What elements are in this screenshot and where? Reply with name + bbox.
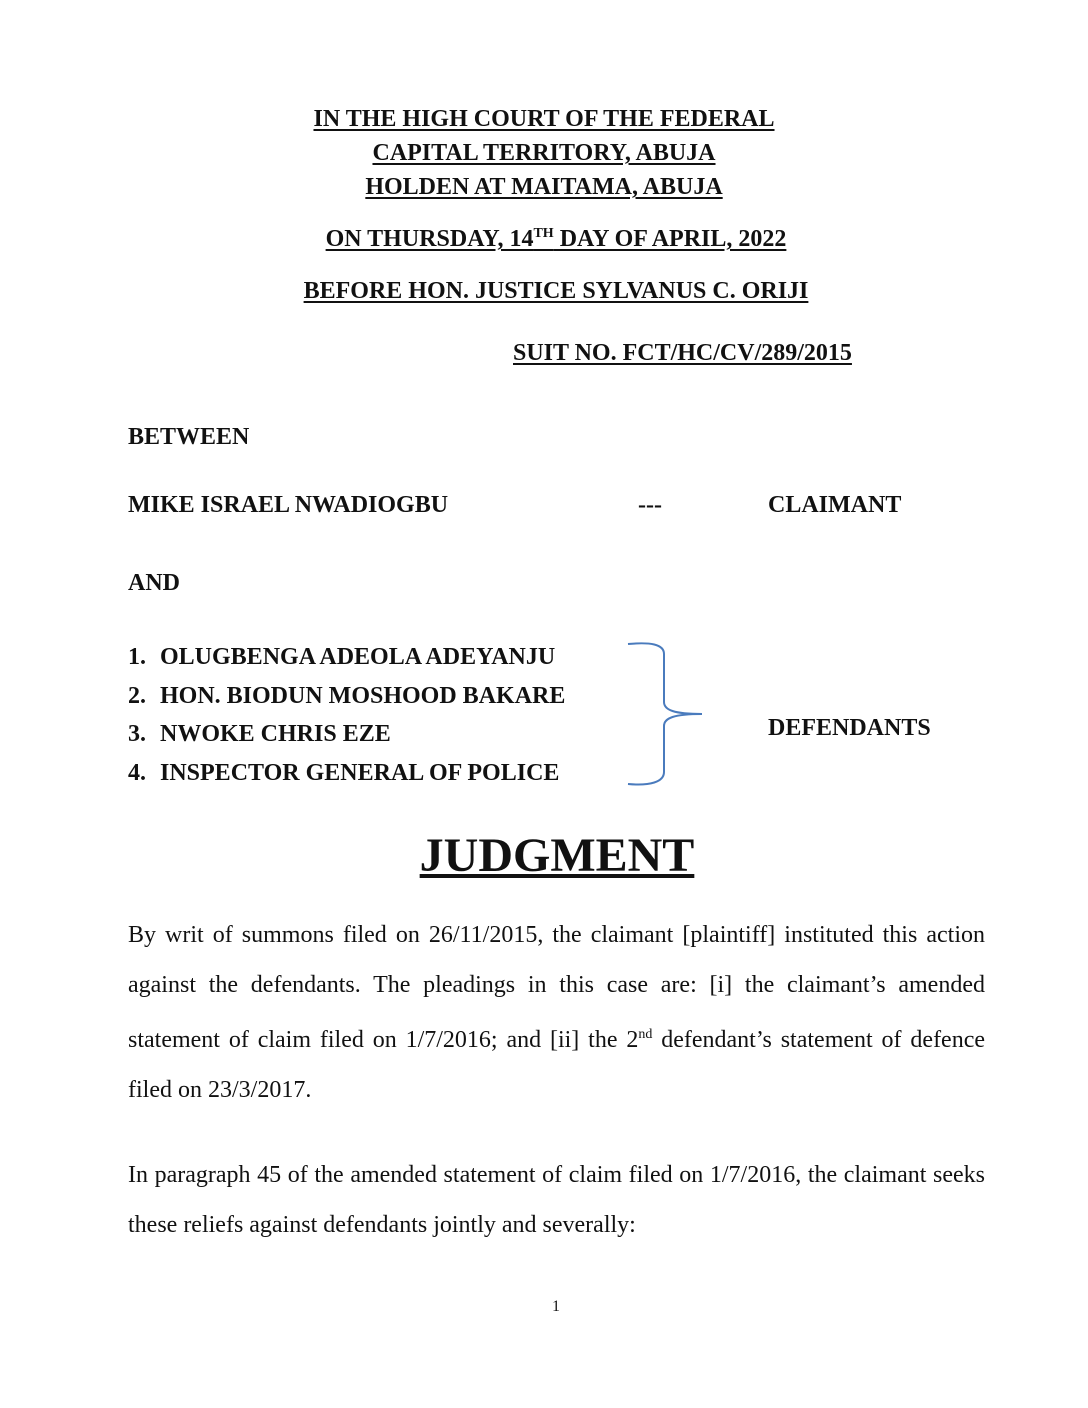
defendant-number: 4. — [128, 759, 146, 786]
judge-line — [0, 278, 1088, 305]
court-line-3: HOLDEN AT MAITAMA, ABUJA — [365, 174, 723, 200]
defendant-number: 2. — [128, 682, 146, 709]
list-item — [128, 715, 565, 754]
court-heading — [0, 102, 1088, 204]
list-item — [128, 677, 565, 716]
claimant-name: MIKE ISRAEL NWADIOGBU — [128, 492, 449, 518]
claimant-dash: --- — [638, 492, 662, 518]
between-label: BETWEEN — [128, 424, 250, 450]
court-line-2: CAPITAL TERRITORY, ABUJA — [372, 140, 716, 166]
curly-brace-icon — [622, 640, 712, 790]
and-label: AND — [128, 570, 180, 596]
suit-text: SUIT NO. FCT/HC/CV/289/2015 — [513, 340, 852, 366]
judgment-date — [0, 226, 1088, 253]
page-number: 1 — [552, 1298, 560, 1315]
date-prefix: ON THURSDAY, 14 — [325, 226, 534, 252]
paragraph-1-text-b: defendant’s statement of defence filed on 23/3/2017. — [128, 1027, 986, 1103]
defendant-number: 1. — [128, 644, 146, 670]
defendants-list — [128, 638, 565, 792]
paragraph-1 — [128, 910, 985, 1115]
defendant-name: OLUGBENGA ADEOLA ADEYANJU — [160, 644, 556, 670]
defendants-role: DEFENDANTS — [768, 715, 931, 741]
suit-number — [513, 340, 852, 367]
defendant-number: 3. — [128, 721, 146, 747]
date-sup: TH — [533, 226, 554, 241]
judge-text: BEFORE HON. JUSTICE SYLVANUS C. ORIJI — [303, 278, 809, 304]
date-suffix: DAY OF APRIL, 2022 — [553, 226, 787, 252]
list-item — [128, 754, 565, 793]
paragraph-2: In paragraph 45 of the amended statement of claim filed on 1/7/2016, the claimant seeks these reliefs against defendants jointly and severally: — [128, 1162, 985, 1238]
paragraph-1-sup: nd — [638, 1027, 653, 1042]
court-line-1: IN THE HIGH COURT OF THE FEDERAL — [313, 106, 775, 132]
defendant-name: INSPECTOR GENERAL OF POLICE — [160, 759, 560, 786]
defendant-name: NWOKE CHRIS EZE — [160, 721, 391, 747]
claimant-role: CLAIMANT — [768, 492, 902, 518]
list-item — [128, 638, 565, 677]
defendant-name: HON. BIODUN MOSHOOD BAKARE — [160, 682, 566, 709]
judgment-title: JUDGMENT — [419, 829, 695, 882]
page-title — [0, 828, 1088, 883]
paragraph-1-text-a: By writ of summons filed on 26/11/2015, the claimant [plaintiff] instituted this action against the defendants. The pleadings in this case are: [i] the claimant’s amended statement of claim filed on 1/7/2016; and [ii] the 2 — [128, 922, 985, 1053]
